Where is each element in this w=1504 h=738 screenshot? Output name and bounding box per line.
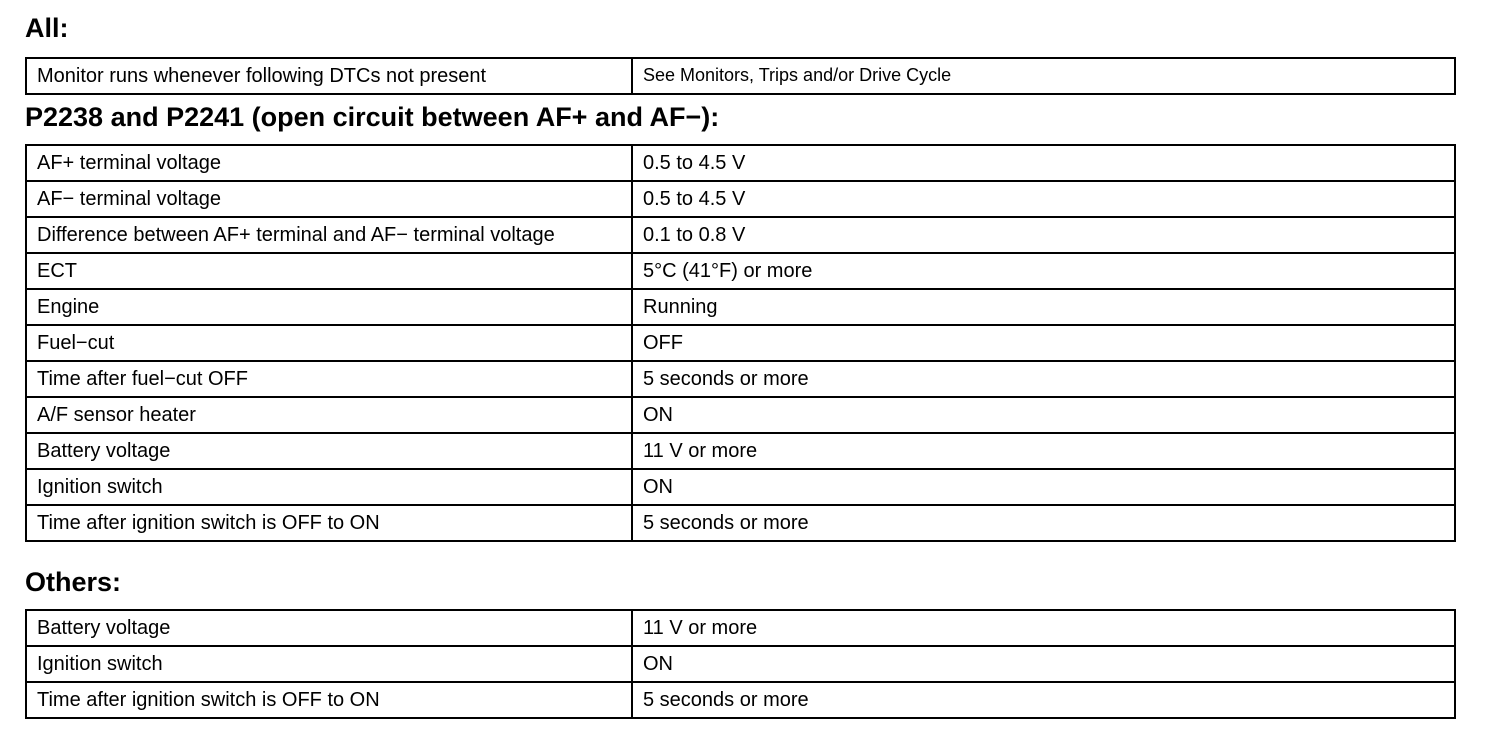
condition-value: ON (632, 646, 1455, 682)
table-row (26, 289, 1455, 325)
condition-label: Time after fuel−cut OFF (26, 361, 632, 397)
condition-label: Fuel−cut (26, 325, 632, 361)
condition-label: A/F sensor heater (26, 397, 632, 433)
condition-value: OFF (632, 325, 1455, 361)
table-row (26, 682, 1455, 718)
condition-label: Ignition switch (26, 469, 632, 505)
condition-value: 5 seconds or more (632, 505, 1455, 541)
table-row (26, 58, 1455, 94)
condition-label: Battery voltage (26, 433, 632, 469)
condition-label: AF+ terminal voltage (26, 145, 632, 181)
table-row (26, 505, 1455, 541)
condition-label: Difference between AF+ terminal and AF− terminal voltage (26, 217, 632, 253)
condition-label: Ignition switch (26, 646, 632, 682)
condition-label: Time after ignition switch is OFF to ON (26, 505, 632, 541)
condition-value: Running (632, 289, 1455, 325)
table-row (26, 217, 1455, 253)
condition-label: Monitor runs whenever following DTCs not present (26, 58, 632, 94)
table-row (26, 181, 1455, 217)
section-heading-all: All: (25, 13, 69, 43)
condition-label: Engine (26, 289, 632, 325)
section-heading-p2238-p2241: P2238 and P2241 (open circuit between AF+ and AF−): (25, 102, 720, 132)
table-row (26, 469, 1455, 505)
condition-value: 5 seconds or more (632, 361, 1455, 397)
condition-value: 11 V or more (632, 610, 1455, 646)
condition-label: Battery voltage (26, 610, 632, 646)
condition-value: See Monitors, Trips and/or Drive Cycle (632, 58, 1455, 94)
table-p2238-p2241 (25, 144, 1456, 542)
table-all (25, 57, 1456, 95)
table-row (26, 646, 1455, 682)
condition-value: 0.1 to 0.8 V (632, 217, 1455, 253)
condition-value: 0.5 to 4.5 V (632, 181, 1455, 217)
table-row (26, 325, 1455, 361)
condition-label: Time after ignition switch is OFF to ON (26, 682, 632, 718)
condition-value: ON (632, 397, 1455, 433)
table-row (26, 145, 1455, 181)
condition-value: 0.5 to 4.5 V (632, 145, 1455, 181)
condition-label: AF− terminal voltage (26, 181, 632, 217)
condition-value: 11 V or more (632, 433, 1455, 469)
table-row (26, 433, 1455, 469)
table-row (26, 610, 1455, 646)
table-others (25, 609, 1456, 719)
table-row (26, 397, 1455, 433)
condition-value: ON (632, 469, 1455, 505)
table-row (26, 361, 1455, 397)
section-heading-others: Others: (25, 567, 122, 597)
table-row (26, 253, 1455, 289)
condition-value: 5°C (41°F) or more (632, 253, 1455, 289)
condition-value: 5 seconds or more (632, 682, 1455, 718)
condition-label: ECT (26, 253, 632, 289)
